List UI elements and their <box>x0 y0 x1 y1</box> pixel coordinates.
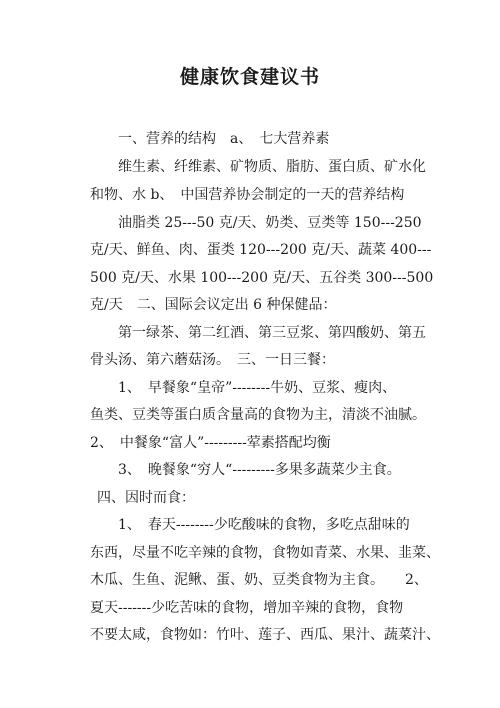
text-line: 2、 中餐象“富人”---------荤素搭配均衡 <box>90 435 331 451</box>
text-line: 3、 晚餐象“穷人“---------多果多蔬菜少主食。 <box>118 462 401 478</box>
text-line: 一、营养的结构 a、 七大营养素 <box>118 131 330 147</box>
text-line: 东西，尽量不吃辛辣的食物，食物如青菜、水果、韭菜、 <box>90 545 440 561</box>
text-line: 油脂类 25---50 克/天、奶类、豆类等 150---250 <box>118 215 422 231</box>
text-line: 克/天 二、国际会议定出 6 种保健品： <box>90 297 337 313</box>
text-line: 1、 春天--------少吃酸味的食物，多吃点甜味的 <box>118 517 410 533</box>
text-line: 克/天、鲜鱼、肉、蛋类 120---200 克/天、蔬菜 400--- <box>90 242 432 258</box>
text-line: 四、因时而食： <box>97 490 195 506</box>
text-line: 500 克/天、水果 100---200 克/天、五谷类 300---500 <box>90 270 434 286</box>
text-line: 木瓜、生鱼、泥鳅、蛋、奶、豆类食物为主食。 2、 <box>90 572 428 588</box>
text-line: 和物、水 b、 中国营养协会制定的一天的营养结构 <box>90 187 405 203</box>
text-line: 1、 早餐象“皇帝”--------牛奶、豆浆、瘦肉、 <box>118 380 397 396</box>
text-line: 骨头汤、第六蘑菇汤。 三、一日三餐： <box>90 352 335 368</box>
document-title: 健康饮食建议书 <box>179 66 320 88</box>
text-line: 第一绿茶、第二红酒、第三豆浆、第四酸奶、第五 <box>118 325 426 341</box>
text-line: 鱼类、豆类等蛋白质含量高的食物为主，清淡不油腻。 <box>90 407 426 423</box>
text-line: 维生素、纤维素、矿物质、脂肪、蛋白质、矿水化 <box>118 159 426 175</box>
text-line: 不要太咸，食物如：竹叶、莲子、西瓜、果汁、蔬菜汁、 <box>90 627 440 643</box>
text-line: 夏天-------少吃苦味的食物，增加辛辣的食物，食物 <box>90 600 404 616</box>
